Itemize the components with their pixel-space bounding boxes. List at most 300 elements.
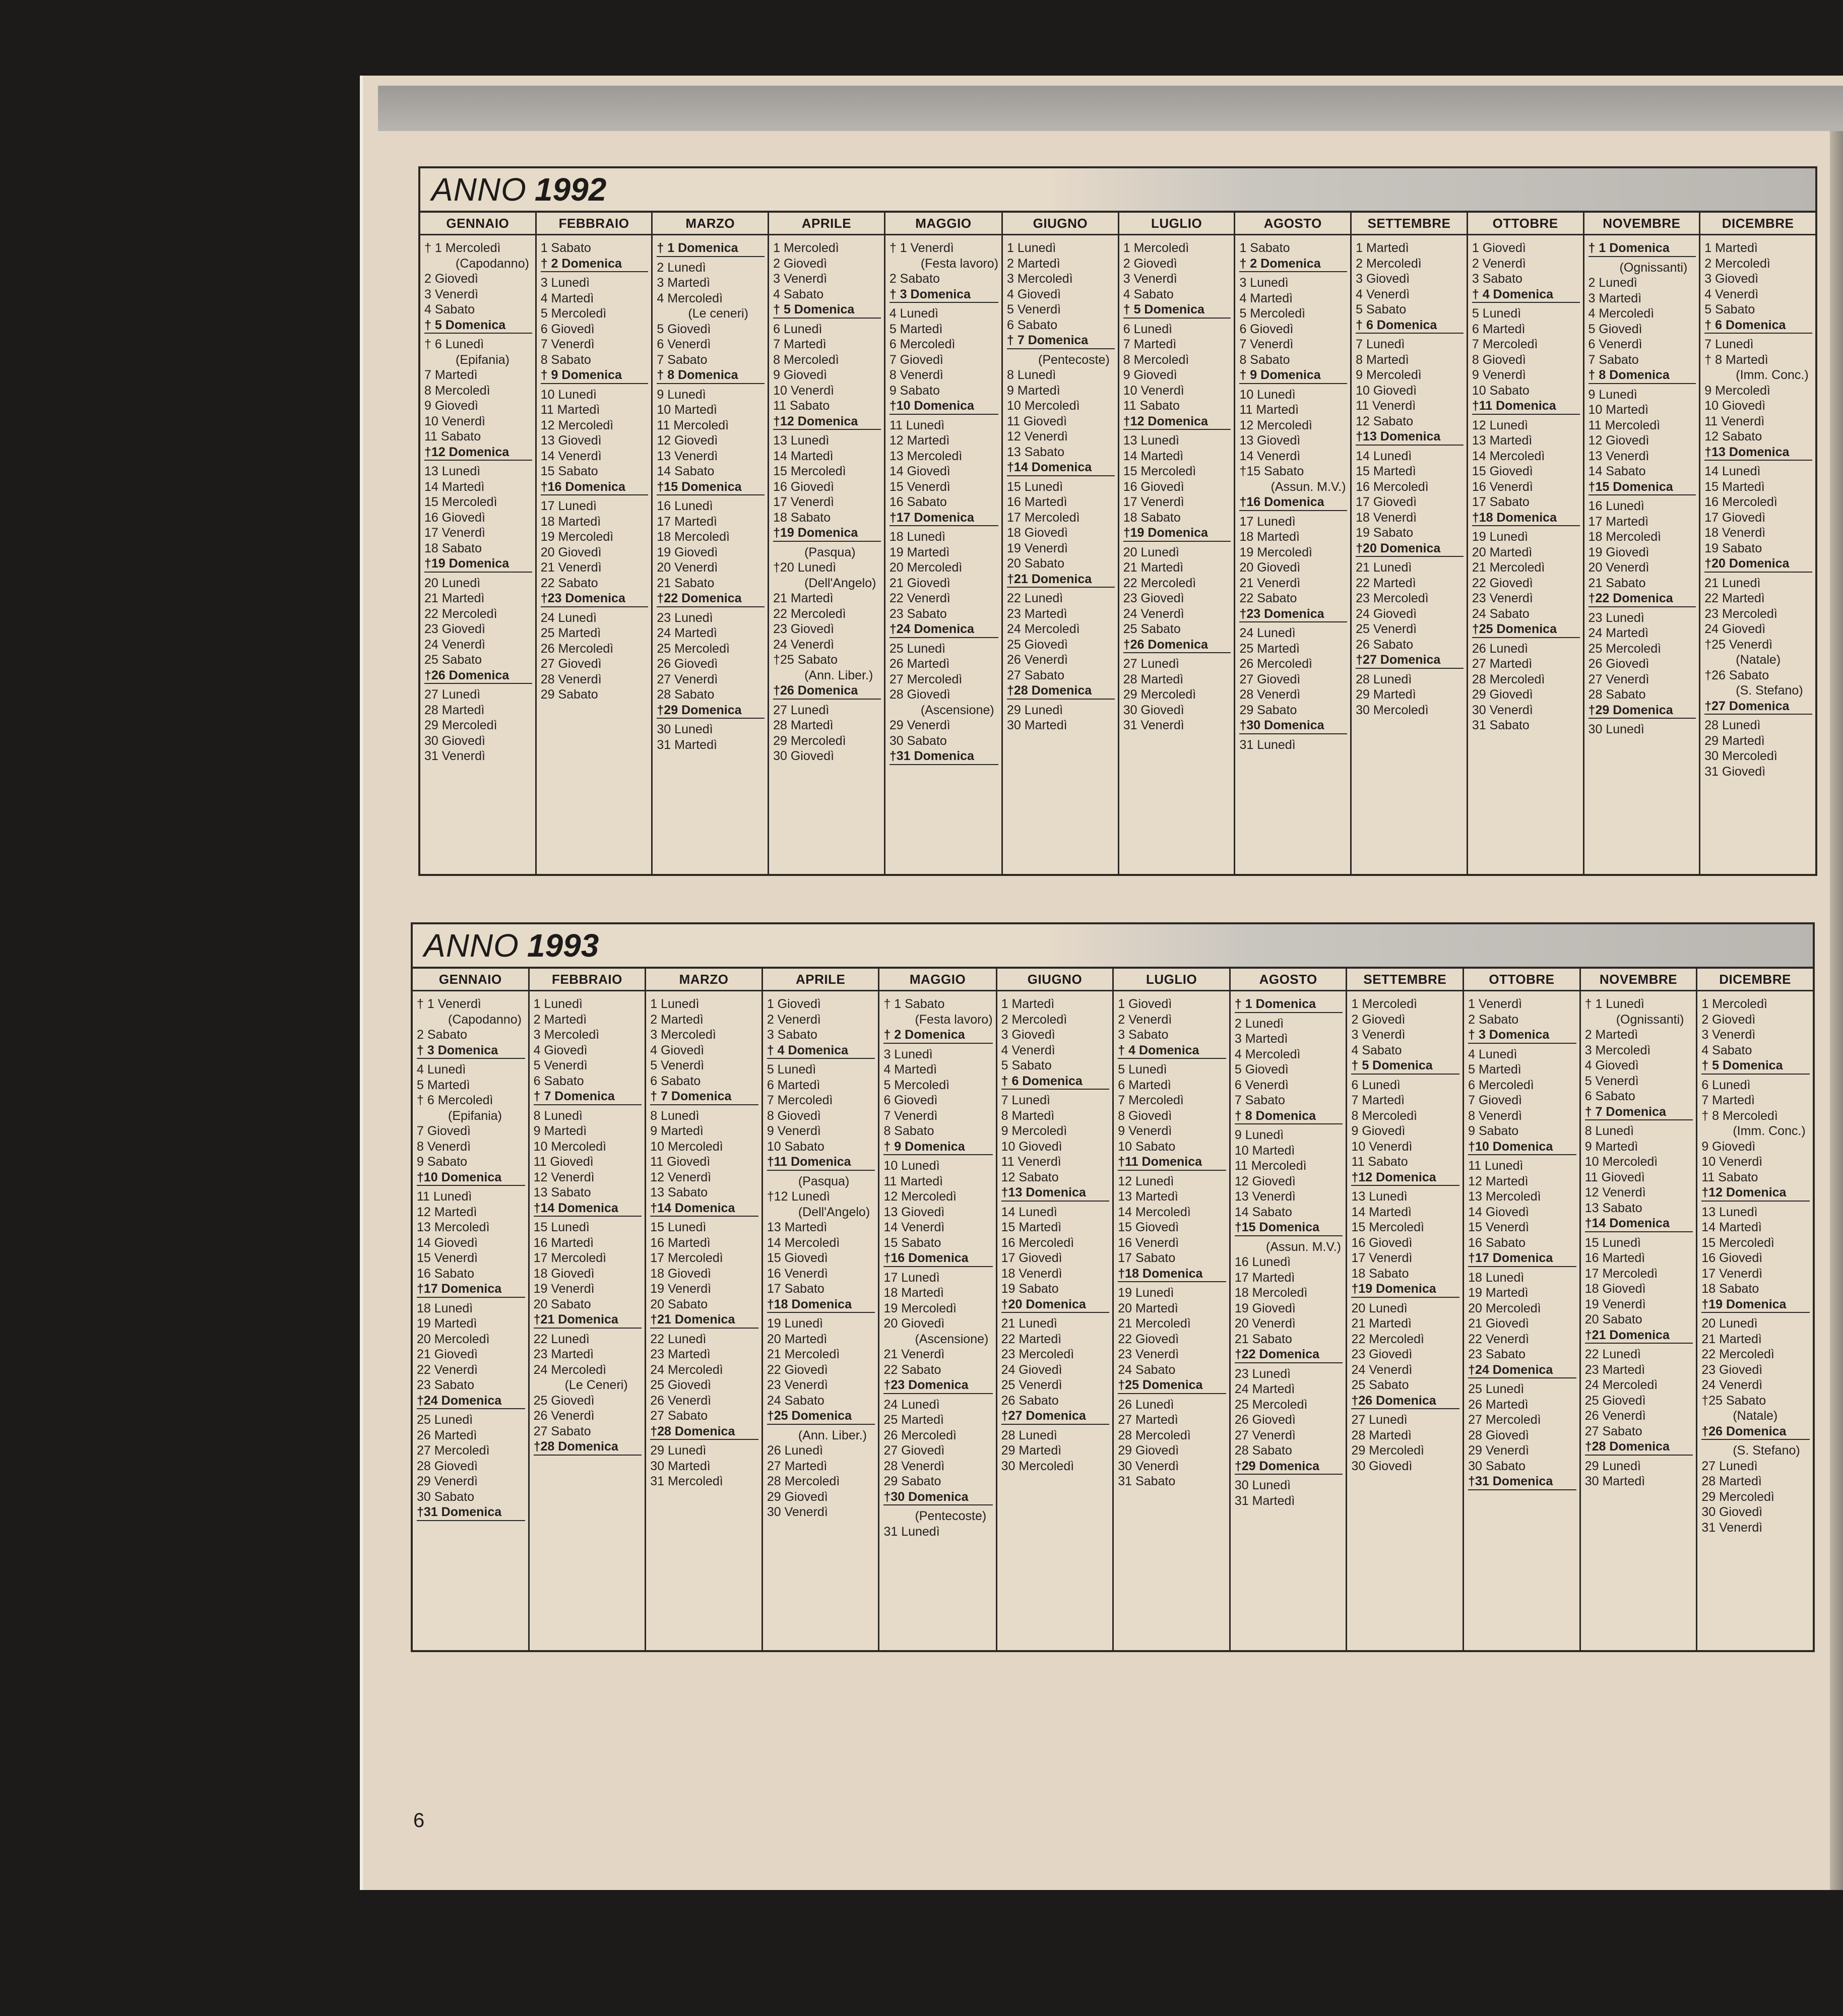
day-list — [1352, 235, 1467, 718]
day-entry: 12 Martedì — [417, 1205, 477, 1219]
day-entry: †11 Domenica — [1118, 1154, 1226, 1171]
day-entry: 25 Martedì — [540, 626, 601, 640]
day-entry: 30 Mercoledì — [1001, 1459, 1074, 1473]
day-entry: 20 Mercoledì — [889, 560, 963, 575]
day-entry: 10 Venerdì — [1351, 1139, 1413, 1154]
day-entry: 9 Giovedì — [773, 368, 828, 382]
day-entry: 16 Giovedì — [424, 510, 485, 525]
month-column — [885, 213, 1003, 874]
day-entry: 4 Mercoledì — [1234, 1047, 1301, 1061]
day-entry: 23 Lunedì — [1234, 1366, 1291, 1381]
day-entry: 4 Lunedì — [889, 306, 939, 321]
day-entry: 12 Lunedì — [1118, 1174, 1174, 1188]
day-entry: † 9 Domenica — [883, 1139, 992, 1156]
day-entry: 16 Giovedì — [1123, 479, 1184, 494]
day-entry: †10 Domenica — [417, 1170, 525, 1186]
day-entry: 10 Lunedì — [1239, 387, 1296, 402]
day-entry: †30 Domenica — [1239, 718, 1347, 734]
day-entry: 1 Giovedì — [1472, 241, 1526, 255]
day-entry: 12 Giovedì — [1588, 433, 1649, 448]
month-column — [646, 969, 763, 1650]
day-entry: † 8 Domenica — [1588, 367, 1696, 384]
day-entry: † 3 Domenica — [417, 1043, 525, 1059]
month-column — [879, 969, 997, 1650]
day-entry: 22 Martedì — [1356, 576, 1416, 590]
day-entry: 17 Venerdì — [1351, 1251, 1413, 1265]
day-entry: 18 Martedì — [1239, 530, 1300, 544]
day-entry: 3 Sabato — [767, 1028, 817, 1042]
day-entry: 27 Giovedì — [1239, 672, 1301, 686]
day-entry: †11 Domenica — [767, 1154, 875, 1171]
day-entry: 4 Sabato — [1123, 287, 1174, 301]
day-entry: 12 Giovedì — [657, 433, 718, 448]
holiday-note: (S. Stefano) — [1733, 1443, 1800, 1458]
day-entry: 24 Venerdì — [1701, 1378, 1763, 1392]
day-entry: † 5 Domenica — [424, 318, 532, 334]
year-label: ANNO — [424, 927, 519, 964]
day-entry: 6 Sabato — [533, 1074, 584, 1088]
month-column — [1464, 969, 1581, 1650]
day-entry: †20 Domenica — [1356, 541, 1464, 557]
day-entry: 8 Venerdì — [1468, 1108, 1522, 1123]
day-entry: 21 Venerdì — [883, 1347, 945, 1361]
day-entry: 21 Martedì — [1701, 1332, 1762, 1346]
month-name: GIUGNO — [997, 969, 1113, 991]
day-entry: 21 Martedì — [1351, 1316, 1412, 1331]
day-entry: 28 Giovedì — [417, 1459, 478, 1473]
day-entry: 7 Venerdì — [1239, 337, 1294, 351]
day-entry: 18 Sabato — [773, 510, 831, 525]
day-entry: 17 Giovedì — [1704, 510, 1766, 525]
day-entry: 27 Lunedì — [424, 687, 481, 702]
day-entry: 25 Sabato — [1351, 1378, 1409, 1392]
day-entry: 6 Lunedì — [1351, 1078, 1401, 1092]
day-entry: 8 Sabato — [883, 1124, 934, 1138]
holiday-note: (Natale) — [1736, 653, 1781, 667]
day-entry: 18 Venerdì — [1356, 510, 1417, 525]
day-entry: †26 Domenica — [773, 683, 881, 700]
day-entry: 18 Giovedì — [533, 1266, 595, 1281]
day-entry: † 8 Martedì — [1704, 352, 1768, 367]
day-entry: 14 Sabato — [1234, 1205, 1292, 1219]
day-list — [1347, 991, 1463, 1474]
day-entry: 31 Lunedì — [883, 1524, 940, 1539]
holiday-note: (Le ceneri) — [688, 306, 748, 321]
day-entry: 3 Mercoledì — [1584, 1043, 1651, 1057]
day-entry: 19 Lunedì — [1118, 1286, 1174, 1300]
day-entry: †29 Domenica — [1235, 1459, 1343, 1475]
day-entry: 22 Martedì — [1001, 1332, 1062, 1346]
day-entry: 4 Lunedì — [417, 1062, 466, 1077]
month-column — [1003, 213, 1119, 874]
calendar-1992 — [418, 166, 1817, 876]
day-entry: 13 Mercoledì — [889, 449, 963, 463]
day-entry: † 4 Domenica — [1472, 287, 1580, 303]
day-entry: 25 Giovedì — [1584, 1393, 1646, 1408]
month-column — [1231, 969, 1348, 1650]
day-entry: 27 Lunedì — [1123, 657, 1179, 671]
day-entry: 18 Lunedì — [889, 530, 946, 544]
day-entry: 11 Lunedì — [1468, 1159, 1523, 1173]
day-entry: 2 Giovedì — [1351, 1012, 1406, 1027]
day-entry: 16 Venerdì — [1472, 479, 1533, 494]
month-name: LUGLIO — [1119, 213, 1234, 235]
day-entry: 8 Lunedì — [650, 1108, 700, 1123]
day-entry: 24 Giovedì — [1704, 622, 1766, 636]
day-entry: 11 Mercoledì — [1588, 418, 1661, 432]
day-list — [413, 991, 528, 1524]
day-entry: † 9 Domenica — [541, 367, 649, 384]
year-label: ANNO — [431, 171, 527, 208]
day-entry: 21 Giovedì — [1468, 1316, 1530, 1331]
holiday-note: (Imm. Conc.) — [1733, 1124, 1806, 1138]
day-entry: 18 Martedì — [540, 514, 601, 529]
day-entry: 10 Mercoledì — [533, 1139, 607, 1154]
day-entry: 29 Lunedì — [1584, 1459, 1641, 1473]
day-list — [763, 991, 878, 1520]
holiday-note: (Ognissanti) — [1616, 1012, 1684, 1027]
day-entry: 7 Venerdì — [883, 1108, 938, 1123]
day-entry: 4 Mercoledì — [1588, 306, 1655, 321]
day-entry: 23 Giovedì — [424, 622, 485, 636]
day-entry: †29 Domenica — [1588, 703, 1696, 719]
day-entry: 19 Venerdì — [1007, 541, 1068, 555]
day-entry: 2 Lunedì — [1234, 1016, 1284, 1031]
day-entry: 19 Sabato — [1356, 526, 1414, 540]
day-entry: 14 Martedì — [424, 479, 485, 494]
day-entry: † 9 Domenica — [1239, 367, 1347, 384]
day-entry: 25 Mercoledì — [657, 641, 730, 656]
month-column — [530, 969, 647, 1650]
day-entry: 21 Lunedì — [1356, 560, 1412, 575]
day-entry: 6 Lunedì — [773, 322, 822, 336]
day-entry: †25 Sabato — [1701, 1393, 1766, 1408]
day-entry: 5 Giovedì — [657, 322, 711, 336]
day-entry: †25 Sabato — [773, 653, 838, 667]
holiday-note: (Ascensione) — [915, 1332, 989, 1346]
day-entry: 13 Lunedì — [773, 433, 830, 448]
day-entry: 21 Martedì — [773, 591, 834, 605]
day-entry: 5 Lunedì — [1472, 306, 1521, 321]
day-entry: 2 Sabato — [417, 1028, 468, 1042]
day-entry: †15 Domenica — [657, 479, 765, 496]
day-entry: 8 Lunedì — [1584, 1124, 1634, 1138]
day-entry: 5 Mercoledì — [883, 1078, 950, 1092]
day-entry: 24 Giovedì — [1356, 606, 1417, 621]
day-entry: 10 Martedì — [1588, 403, 1649, 417]
day-entry: 27 Mercoledì — [417, 1443, 490, 1458]
day-entry: 16 Venerdì — [1118, 1235, 1179, 1250]
day-entry: 14 Giovedì — [889, 464, 950, 478]
day-entry: 2 Giovedì — [773, 256, 828, 271]
day-entry: 19 Lunedì — [1472, 530, 1529, 544]
day-entry: 16 Lunedì — [1234, 1255, 1291, 1269]
day-entry: 9 Sabato — [1468, 1124, 1519, 1138]
day-entry: 20 Sabato — [1584, 1312, 1642, 1327]
day-entry: †25 Venerdì — [1704, 637, 1773, 652]
day-entry: 31 Sabato — [1118, 1474, 1176, 1488]
day-entry: 20 Sabato — [650, 1297, 708, 1311]
day-entry: 18 Martedì — [883, 1286, 944, 1300]
day-entry: 30 Martedì — [1584, 1474, 1645, 1488]
day-entry: 31 Venerdì — [1701, 1520, 1763, 1535]
day-entry: 31 Venerdì — [424, 749, 485, 763]
day-entry: 26 Sabato — [1356, 637, 1414, 652]
day-entry: 9 Venerdì — [767, 1124, 821, 1138]
day-entry: 17 Sabato — [767, 1282, 824, 1296]
day-entry: † 1 Domenica — [1588, 240, 1696, 257]
day-entry: 20 Lunedì — [1351, 1301, 1408, 1315]
day-entry: 3 Martedì — [1234, 1032, 1288, 1046]
month-column — [420, 213, 537, 874]
day-entry: 5 Martedì — [417, 1078, 470, 1092]
day-entry: 20 Giovedì — [540, 545, 602, 559]
day-entry: 10 Mercoledì — [650, 1139, 723, 1154]
day-entry: 2 Mercoledì — [1001, 1012, 1067, 1027]
day-entry: †16 Domenica — [1239, 494, 1347, 511]
day-entry: 21 Mercoledì — [1472, 560, 1545, 575]
day-entry: 23 Giovedì — [773, 622, 835, 636]
day-entry: 20 Sabato — [1007, 556, 1065, 571]
day-entry: 3 Giovedì — [1704, 272, 1759, 286]
day-entry: †23 Domenica — [1239, 606, 1347, 623]
day-entry: 4 Venerdì — [1704, 287, 1759, 301]
holiday-note: (Capodanno) — [456, 256, 529, 271]
day-entry: 3 Venerdì — [424, 287, 479, 301]
day-entry: 5 Mercoledì — [1239, 306, 1306, 321]
day-entry: 2 Martedì — [533, 1012, 587, 1027]
day-entry: 8 Mercoledì — [773, 352, 839, 367]
day-entry: 12 Sabato — [1001, 1170, 1059, 1184]
month-name: MAGGIO — [879, 969, 995, 991]
day-entry: 20 Mercoledì — [1468, 1301, 1541, 1315]
day-entry: 30 Venerdì — [1472, 703, 1533, 717]
day-list — [420, 235, 535, 764]
day-entry: 11 Giovedì — [1007, 414, 1067, 428]
day-entry: †13 Domenica — [1001, 1185, 1110, 1202]
day-entry: 14 Giovedì — [1468, 1205, 1530, 1219]
day-entry: † 8 Mercoledì — [1701, 1108, 1778, 1123]
day-entry: 30 Mercoledì — [1356, 703, 1429, 717]
day-entry: 5 Mercoledì — [540, 306, 607, 321]
day-entry: 9 Martedì — [650, 1124, 704, 1138]
day-entry: 27 Giovedì — [883, 1443, 945, 1458]
day-entry: 21 Sabato — [657, 576, 715, 590]
day-entry: †19 Domenica — [424, 556, 532, 573]
day-entry: 24 Mercoledì — [1007, 622, 1080, 636]
day-entry: 20 Martedì — [767, 1332, 828, 1346]
day-entry: 14 Lunedì — [1356, 449, 1412, 463]
day-entry: 24 Martedì — [1234, 1382, 1295, 1396]
day-entry: 16 Martedì — [1007, 495, 1067, 509]
day-entry: 28 Martedì — [1701, 1474, 1762, 1488]
day-entry: †10 Domenica — [1468, 1139, 1576, 1156]
day-list — [885, 235, 1001, 768]
top-band — [378, 86, 1843, 131]
year-number: 1993 — [527, 927, 599, 964]
day-entry: 11 Lunedì — [417, 1189, 472, 1204]
day-entry: 4 Martedì — [1239, 291, 1293, 305]
day-entry: †11 Domenica — [1472, 398, 1580, 415]
day-entry: †13 Domenica — [1704, 445, 1812, 461]
day-entry: † 7 Domenica — [650, 1089, 758, 1105]
day-entry: 25 Giovedì — [650, 1378, 712, 1392]
day-entry: 6 Venerdì — [657, 337, 711, 351]
month-name: GIUGNO — [1003, 213, 1118, 235]
day-entry: 7 Sabato — [1234, 1093, 1285, 1107]
day-entry: 22 Venerdì — [1468, 1332, 1530, 1346]
day-entry: 13 Giovedì — [540, 433, 602, 448]
day-entry: 29 Mercoledì — [1351, 1443, 1425, 1458]
day-entry: †17 Domenica — [417, 1281, 525, 1298]
day-entry: 28 Giovedì — [1468, 1428, 1530, 1442]
day-entry: 17 Sabato — [1118, 1251, 1176, 1265]
day-entry: 30 Sabato — [417, 1489, 474, 1504]
day-entry: 8 Sabato — [540, 352, 591, 367]
day-entry: 17 Lunedì — [883, 1270, 940, 1285]
day-entry: 13 Sabato — [1584, 1201, 1642, 1215]
day-entry: 5 Giovedì — [1588, 322, 1642, 336]
day-entry: 24 Giovedì — [1001, 1362, 1062, 1377]
month-name: AGOSTO — [1231, 969, 1346, 991]
day-entry: 7 Sabato — [657, 352, 708, 367]
month-column — [1584, 213, 1701, 874]
day-entry: 9 Lunedì — [1234, 1128, 1284, 1142]
day-entry: 29 Sabato — [1239, 703, 1297, 717]
day-entry: 10 Venerdì — [1123, 383, 1184, 398]
day-entry: †10 Domenica — [889, 398, 998, 415]
day-entry: 14 Martedì — [1351, 1205, 1412, 1219]
holiday-note: (Pasqua) — [798, 1174, 850, 1188]
day-entry: 3 Venerdì — [1701, 1028, 1756, 1042]
page-edge — [1830, 131, 1843, 1890]
day-list — [1700, 235, 1815, 779]
day-entry: 12 Venerdì — [1007, 429, 1068, 444]
magazine-page — [363, 76, 1843, 1890]
day-entry: 18 Giovedì — [1584, 1282, 1646, 1296]
day-entry: 23 Giovedì — [1701, 1362, 1763, 1377]
day-entry: 23 Lunedì — [657, 610, 713, 625]
month-name: GENNAIO — [413, 969, 528, 991]
day-entry: 10 Martedì — [1234, 1143, 1295, 1158]
day-entry: 7 Martedì — [773, 337, 827, 351]
day-entry: 19 Lunedì — [767, 1316, 823, 1331]
day-entry: 7 Giovedì — [1468, 1093, 1522, 1107]
day-entry: 30 Giovedì — [1351, 1459, 1413, 1473]
day-entry: †18 Domenica — [1118, 1266, 1226, 1283]
day-entry: 23 Giovedì — [1351, 1347, 1413, 1361]
day-entry: 14 Venerdì — [1239, 449, 1301, 463]
day-entry: 29 Mercoledì — [773, 733, 846, 748]
day-entry: 13 Sabato — [650, 1185, 708, 1200]
day-entry: 24 Sabato — [1472, 606, 1530, 621]
day-entry: 16 Martedì — [1584, 1251, 1645, 1265]
day-entry: 27 Sabato — [1584, 1424, 1642, 1438]
day-entry: 3 Venerdì — [1123, 272, 1177, 286]
day-entry: 9 Lunedì — [657, 387, 706, 402]
day-entry: 9 Venerdì — [1472, 368, 1526, 382]
day-entry: 14 Venerdì — [883, 1220, 945, 1234]
day-entry: 4 Lunedì — [1468, 1047, 1517, 1061]
day-entry: 10 Sabato — [1118, 1139, 1176, 1154]
day-entry: 15 Lunedì — [533, 1220, 590, 1234]
day-entry: 27 Sabato — [533, 1424, 591, 1438]
day-entry: 4 Sabato — [773, 287, 824, 301]
month-column — [1352, 213, 1468, 874]
day-entry: 1 Lunedì — [1007, 241, 1056, 255]
day-entry: 14 Mercoledì — [1472, 449, 1545, 463]
day-entry: †26 Domenica — [424, 668, 532, 684]
day-entry: 2 Venerdì — [1472, 256, 1526, 271]
day-entry: 25 Martedì — [1239, 641, 1300, 656]
day-entry: 22 Venerdì — [417, 1362, 478, 1377]
day-entry: 2 Venerdì — [767, 1012, 821, 1027]
day-entry: 13 Venerdì — [1234, 1189, 1296, 1204]
calendar-1993 — [411, 922, 1815, 1652]
day-entry: 5 Venerdì — [1007, 302, 1061, 317]
day-entry: 19 Martedì — [1468, 1286, 1529, 1300]
day-entry: 9 Giovedì — [1123, 368, 1177, 382]
day-entry: 17 Giovedì — [1001, 1251, 1062, 1265]
day-entry: 15 Mercoledì — [424, 495, 497, 509]
day-entry: 30 Martedì — [1007, 718, 1067, 732]
day-entry: 8 Mercoledì — [424, 383, 490, 398]
day-entry: 17 Martedì — [1588, 514, 1649, 529]
holiday-note: (Pasqua) — [804, 545, 856, 559]
day-entry: †26 Domenica — [1123, 637, 1231, 654]
day-entry: †26 Sabato — [1704, 668, 1769, 682]
day-entry: 15 Giovedì — [767, 1251, 828, 1265]
day-entry: 11 Sabato — [773, 399, 830, 413]
day-entry: 9 Giovedì — [1351, 1124, 1406, 1138]
day-entry: 13 Martedì — [1472, 433, 1533, 448]
day-entry: 24 Lunedì — [883, 1397, 940, 1412]
day-entry: 2 Martedì — [1584, 1028, 1638, 1042]
day-entry: 15 Martedì — [1001, 1220, 1062, 1234]
day-entry: 30 Lunedì — [1588, 722, 1644, 736]
day-entry: 1 Mercoledì — [773, 241, 839, 255]
day-entry: 30 Sabato — [889, 733, 947, 748]
day-entry: 15 Sabato — [883, 1235, 941, 1250]
day-entry: 1 Mercoledì — [1701, 997, 1767, 1011]
day-entry: 2 Sabato — [1468, 1012, 1519, 1027]
day-entry: 31 Martedì — [1234, 1493, 1295, 1508]
day-entry: † 6 Domenica — [1356, 318, 1464, 334]
day-entry: 22 Mercoledì — [1123, 576, 1196, 590]
day-entry: 30 Giovedì — [424, 733, 485, 748]
day-entry: 13 Mercoledì — [417, 1220, 490, 1234]
day-entry: 3 Lunedì — [1239, 276, 1289, 290]
day-entry: †12 Domenica — [424, 445, 532, 461]
day-entry: 20 Martedì — [1118, 1301, 1178, 1315]
day-entry: 16 Martedì — [650, 1235, 711, 1250]
day-entry: 15 Lunedì — [1007, 479, 1063, 494]
holiday-note: (Dell'Angelo) — [804, 576, 876, 590]
day-entry: 20 Venerdì — [1234, 1316, 1296, 1331]
day-entry: 2 Lunedì — [1588, 276, 1637, 290]
day-entry: 26 Venerdì — [650, 1393, 712, 1408]
day-entry: 24 Lunedì — [540, 610, 597, 625]
day-entry: 29 Giovedì — [1472, 687, 1533, 702]
month-name: SETTEMBRE — [1347, 969, 1463, 991]
day-entry: 18 Giovedì — [650, 1266, 712, 1281]
month-name: MAGGIO — [885, 213, 1001, 235]
day-entry: 20 Venerdì — [657, 560, 718, 575]
day-entry: †22 Domenica — [657, 591, 765, 607]
day-entry: 28 Venerdì — [540, 672, 602, 686]
day-entry: 1 Sabato — [540, 241, 591, 255]
day-entry: 27 Lunedì — [773, 703, 830, 717]
